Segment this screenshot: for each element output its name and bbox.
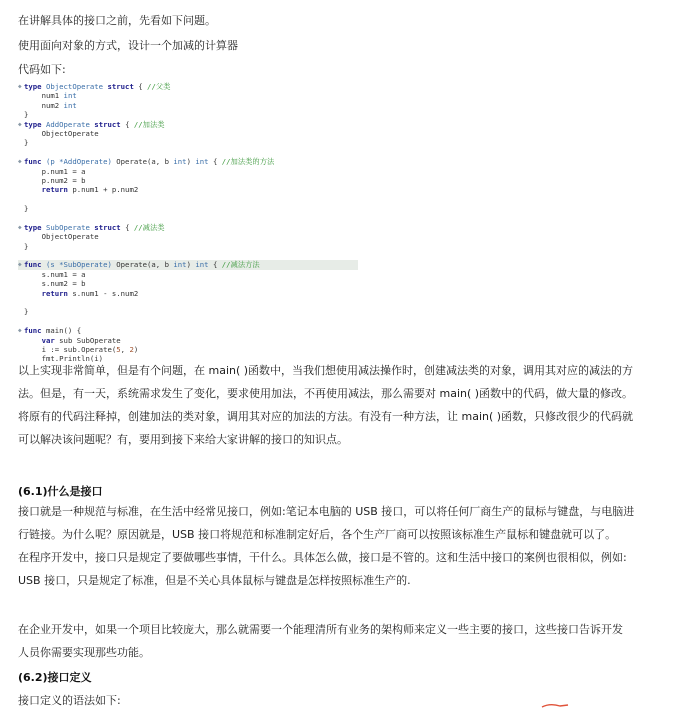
fold-marker-icon: ◆	[18, 158, 22, 166]
code-token: int	[63, 100, 77, 110]
code-token: return	[41, 185, 73, 195]
code-token: Operate(a, b	[116, 260, 174, 270]
code-token: struct	[94, 119, 126, 129]
code-line	[18, 138, 358, 147]
code-token: //减法方法	[221, 260, 260, 270]
code-token: num1	[24, 91, 64, 101]
code-token: {	[212, 157, 222, 167]
code-token: )	[133, 344, 139, 354]
code-token: s.num2 = b	[24, 279, 86, 289]
code-token: //加法类的方法	[221, 157, 275, 167]
code-token: }	[24, 241, 29, 251]
code-token: main() {	[45, 326, 82, 336]
text-line: USB 接口，只是规定了标准，但是不关心具体鼠标与键盘是怎样按照标准生产的.	[18, 574, 411, 587]
fold-marker-icon: ◆	[18, 261, 22, 269]
code-token: int	[63, 91, 77, 101]
code-token: }	[24, 110, 29, 120]
intro-line: 使用面向对象的方式，设计一个加减的计算器	[18, 39, 238, 52]
code-token: {	[125, 222, 134, 232]
code-line	[18, 336, 358, 345]
fold-marker-icon: ◆	[18, 83, 22, 90]
code-line	[18, 91, 358, 100]
code-token: 2	[129, 344, 134, 354]
code-line	[18, 260, 358, 269]
text-line: 法。但是，有一天，系统需求发生了变化，要求使用加法，不再使用减法，那么需要对 main( )函数中的代码，做大量的修改。	[18, 387, 634, 400]
text-line: 接口定义的语法如下:	[18, 694, 121, 707]
code-token: sub SubOperate	[59, 335, 121, 345]
code-token: int	[173, 260, 187, 270]
code-line	[18, 110, 358, 119]
text-line: 人员你需要实现那些功能。	[18, 646, 150, 659]
code-token: int	[195, 260, 213, 270]
code-token: ObjectOperate	[24, 232, 99, 242]
paragraph-problem	[18, 359, 668, 451]
fold-marker-icon: ◆	[18, 223, 22, 231]
code-line	[18, 204, 358, 213]
paragraph-interface-intro	[18, 500, 668, 592]
code-line	[18, 157, 358, 166]
code-line	[18, 270, 358, 279]
code-line	[18, 317, 358, 326]
code-token	[24, 289, 42, 298]
section-heading: (6.2)接口定义	[18, 671, 92, 684]
code-token: 5	[116, 344, 121, 354]
code-line	[18, 167, 358, 176]
code-token: //加法类	[133, 119, 165, 129]
code-token: s.num1 - s.num2	[72, 288, 139, 298]
code-line	[18, 232, 358, 241]
code-line	[18, 326, 358, 335]
code-token: AddOperate	[45, 119, 95, 129]
code-token: s.num1 = a	[24, 269, 86, 279]
watermark-mark	[540, 703, 570, 709]
intro-line: 在讲解具体的接口之前，先看如下问题。	[18, 14, 216, 27]
code-line	[18, 223, 358, 232]
paragraph-enterprise	[18, 618, 668, 664]
code-line	[18, 176, 358, 185]
code-line	[18, 129, 358, 138]
code-line	[18, 307, 358, 316]
code-token: )	[186, 157, 196, 167]
code-token: var	[41, 335, 60, 345]
code-token: int	[195, 157, 213, 167]
code-token: {	[125, 119, 134, 129]
code-token: (p *AddOperate)	[45, 157, 117, 167]
code-token: return	[41, 288, 73, 298]
code-token: ,	[120, 344, 130, 354]
code-line	[18, 298, 358, 307]
code-token: //减法类	[133, 222, 165, 232]
code-token: p.num1 + p.num2	[72, 185, 139, 195]
code-token: type	[24, 119, 46, 129]
code-token: type	[24, 82, 46, 91]
text-line: 接口就是一种规范与标准，在生活中经常见接口，例如:笔记本电脑的 USB 接口，可以将任何厂商生产的鼠标与键盘，与电脑进	[18, 505, 635, 518]
code-token: func	[24, 326, 46, 336]
code-token: ObjectOperate	[45, 82, 108, 91]
text-line: 以上实现非常简单，但是有个问题，在 main( )函数中，当我们想使用减法操作时，创建减法类的对象，调用其对应的减法的方	[18, 364, 634, 377]
code-token: )	[186, 260, 196, 270]
code-token: struct	[94, 222, 126, 232]
code-token: SubOperate	[45, 222, 95, 232]
code-token: func	[24, 260, 46, 270]
code-token: (s *SubOperate)	[45, 260, 117, 270]
text-line: 行链接。为什么呢？原因就是，USB 接口将规范和标准制定好后，各个生产厂商可以按照该标准生产鼠标和键盘就可以了。	[18, 528, 617, 541]
code-block	[18, 82, 358, 364]
code-line	[18, 345, 358, 354]
code-line	[18, 279, 358, 288]
code-line	[18, 101, 358, 110]
code-token: p.num2 = b	[24, 175, 86, 185]
code-token: struct	[107, 82, 139, 91]
code-line	[18, 289, 358, 298]
code-line	[18, 148, 358, 157]
fold-marker-icon: ◆	[18, 327, 22, 335]
text-line: 可以解决该问题呢？有，要用到接下来给大家讲解的接口的知识点。	[18, 433, 348, 446]
code-token: Operate(a, b	[116, 157, 174, 167]
text-line: 在企业开发中，如果一个项目比较庞大，那么就需要一个能理清所有业务的架构师来定义一些主要的接口，这些接口告诉开发	[18, 623, 623, 636]
code-token: {	[212, 260, 222, 270]
code-token: type	[24, 222, 46, 232]
code-line	[18, 82, 358, 91]
text-line: 将原有的代码注释掉，创建加法的类对象，调用其对应的加法的方法。有没有一种方法，让 main( )函数，只修改很少的代码就	[18, 410, 634, 423]
code-token: func	[24, 157, 46, 167]
code-line	[18, 185, 358, 194]
code-token: int	[173, 157, 187, 167]
code-line	[18, 213, 358, 222]
code-line	[18, 120, 358, 129]
code-token: }	[24, 138, 29, 148]
code-line	[18, 195, 358, 204]
text-line: 在程序开发中，接口只是规定了要做哪些事情，干什么。具体怎么做，接口是不管的。这和生活中接口的案例也很相似，例如:	[18, 551, 627, 564]
code-line	[18, 242, 358, 251]
code-token: p.num1 = a	[24, 166, 86, 176]
code-token: i := sub.Operate(	[24, 344, 117, 354]
code-token: }	[24, 204, 29, 214]
code-token: {	[138, 82, 148, 91]
fold-marker-icon: ◆	[18, 120, 22, 128]
code-token: ObjectOperate	[24, 128, 99, 138]
code-token: }	[24, 307, 29, 317]
section-heading: (6.1)什么是接口	[18, 485, 103, 498]
code-line	[18, 251, 358, 260]
code-token: //父类	[147, 82, 171, 91]
code-token: num2	[24, 100, 64, 110]
intro-line: 代码如下:	[18, 63, 66, 76]
code-token	[24, 336, 42, 345]
code-token: fmt.Println(i)	[24, 354, 104, 364]
code-token	[24, 185, 42, 194]
